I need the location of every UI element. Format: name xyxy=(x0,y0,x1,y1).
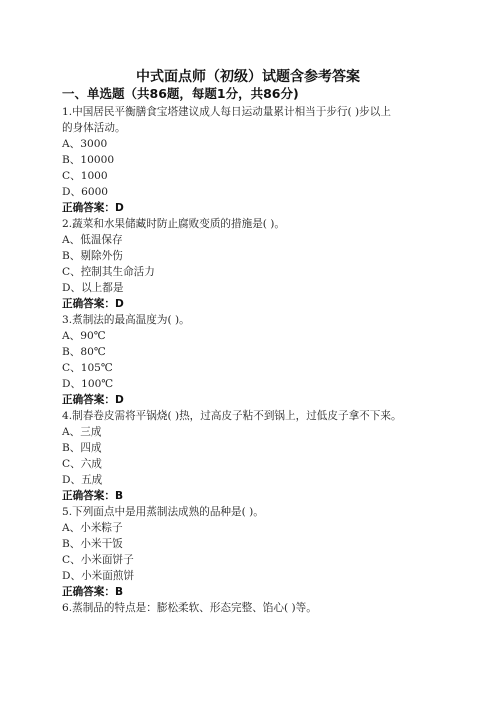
correct-answer: 正确答案：D xyxy=(62,202,124,214)
option: A、小米粽子 xyxy=(62,522,123,534)
correct-answer: 正确答案：D xyxy=(62,394,124,406)
question-stem-continued: 的身体活动。 xyxy=(62,122,126,134)
section-heading: 一、单选题（共86题，每题1分，共86分) xyxy=(62,86,299,101)
page-title: 中式面点师（初级）试题含参考答案 xyxy=(136,69,360,85)
option: D、以上都是 xyxy=(62,282,124,294)
option: C、1000 xyxy=(62,170,108,182)
question-stem: 2.蔬菜和水果储藏时防止腐败变质的措施是( )。 xyxy=(62,218,286,230)
option: A、低温保存 xyxy=(62,234,123,246)
option: A、三成 xyxy=(62,426,102,438)
option: C、105℃ xyxy=(62,362,113,374)
option: C、六成 xyxy=(62,458,102,470)
option: D、五成 xyxy=(62,474,103,486)
option: B、小米干饭 xyxy=(62,538,123,550)
question-list xyxy=(62,104,442,616)
question-stem: 4.制春卷皮需将平锅烧( )热，过高皮子粘不到锅上，过低皮子拿不下来。 xyxy=(62,410,402,422)
option: C、小米面饼子 xyxy=(62,554,134,566)
option: B、10000 xyxy=(62,154,115,166)
option: A、90℃ xyxy=(62,330,106,342)
option: D、100℃ xyxy=(62,378,114,390)
option: B、剔除外伤 xyxy=(62,250,123,262)
question-stem: 6.蒸制品的特点是：膨松柔软、形态完整、馅心( )等。 xyxy=(62,602,317,614)
option: D、小米面煎饼 xyxy=(62,570,135,582)
correct-answer: 正确答案：D xyxy=(62,298,124,310)
question-stem: 3.煮制法的最高温度为( )。 xyxy=(62,314,190,326)
correct-answer: 正确答案：B xyxy=(62,490,124,502)
question-stem: 5.下列面点中是用蒸制法成熟的品种是( )。 xyxy=(62,506,264,518)
option: D、6000 xyxy=(62,186,109,198)
option: A、3000 xyxy=(62,138,108,150)
option: B、四成 xyxy=(62,442,102,454)
question-stem: 1.中国居民平衡膳食宝塔建议成人每日运动量累计相当于步行( )步以上 xyxy=(62,106,391,118)
correct-answer: 正确答案：B xyxy=(62,586,124,598)
option: B、80℃ xyxy=(62,346,106,358)
option: C、控制其生命活力 xyxy=(62,266,155,278)
